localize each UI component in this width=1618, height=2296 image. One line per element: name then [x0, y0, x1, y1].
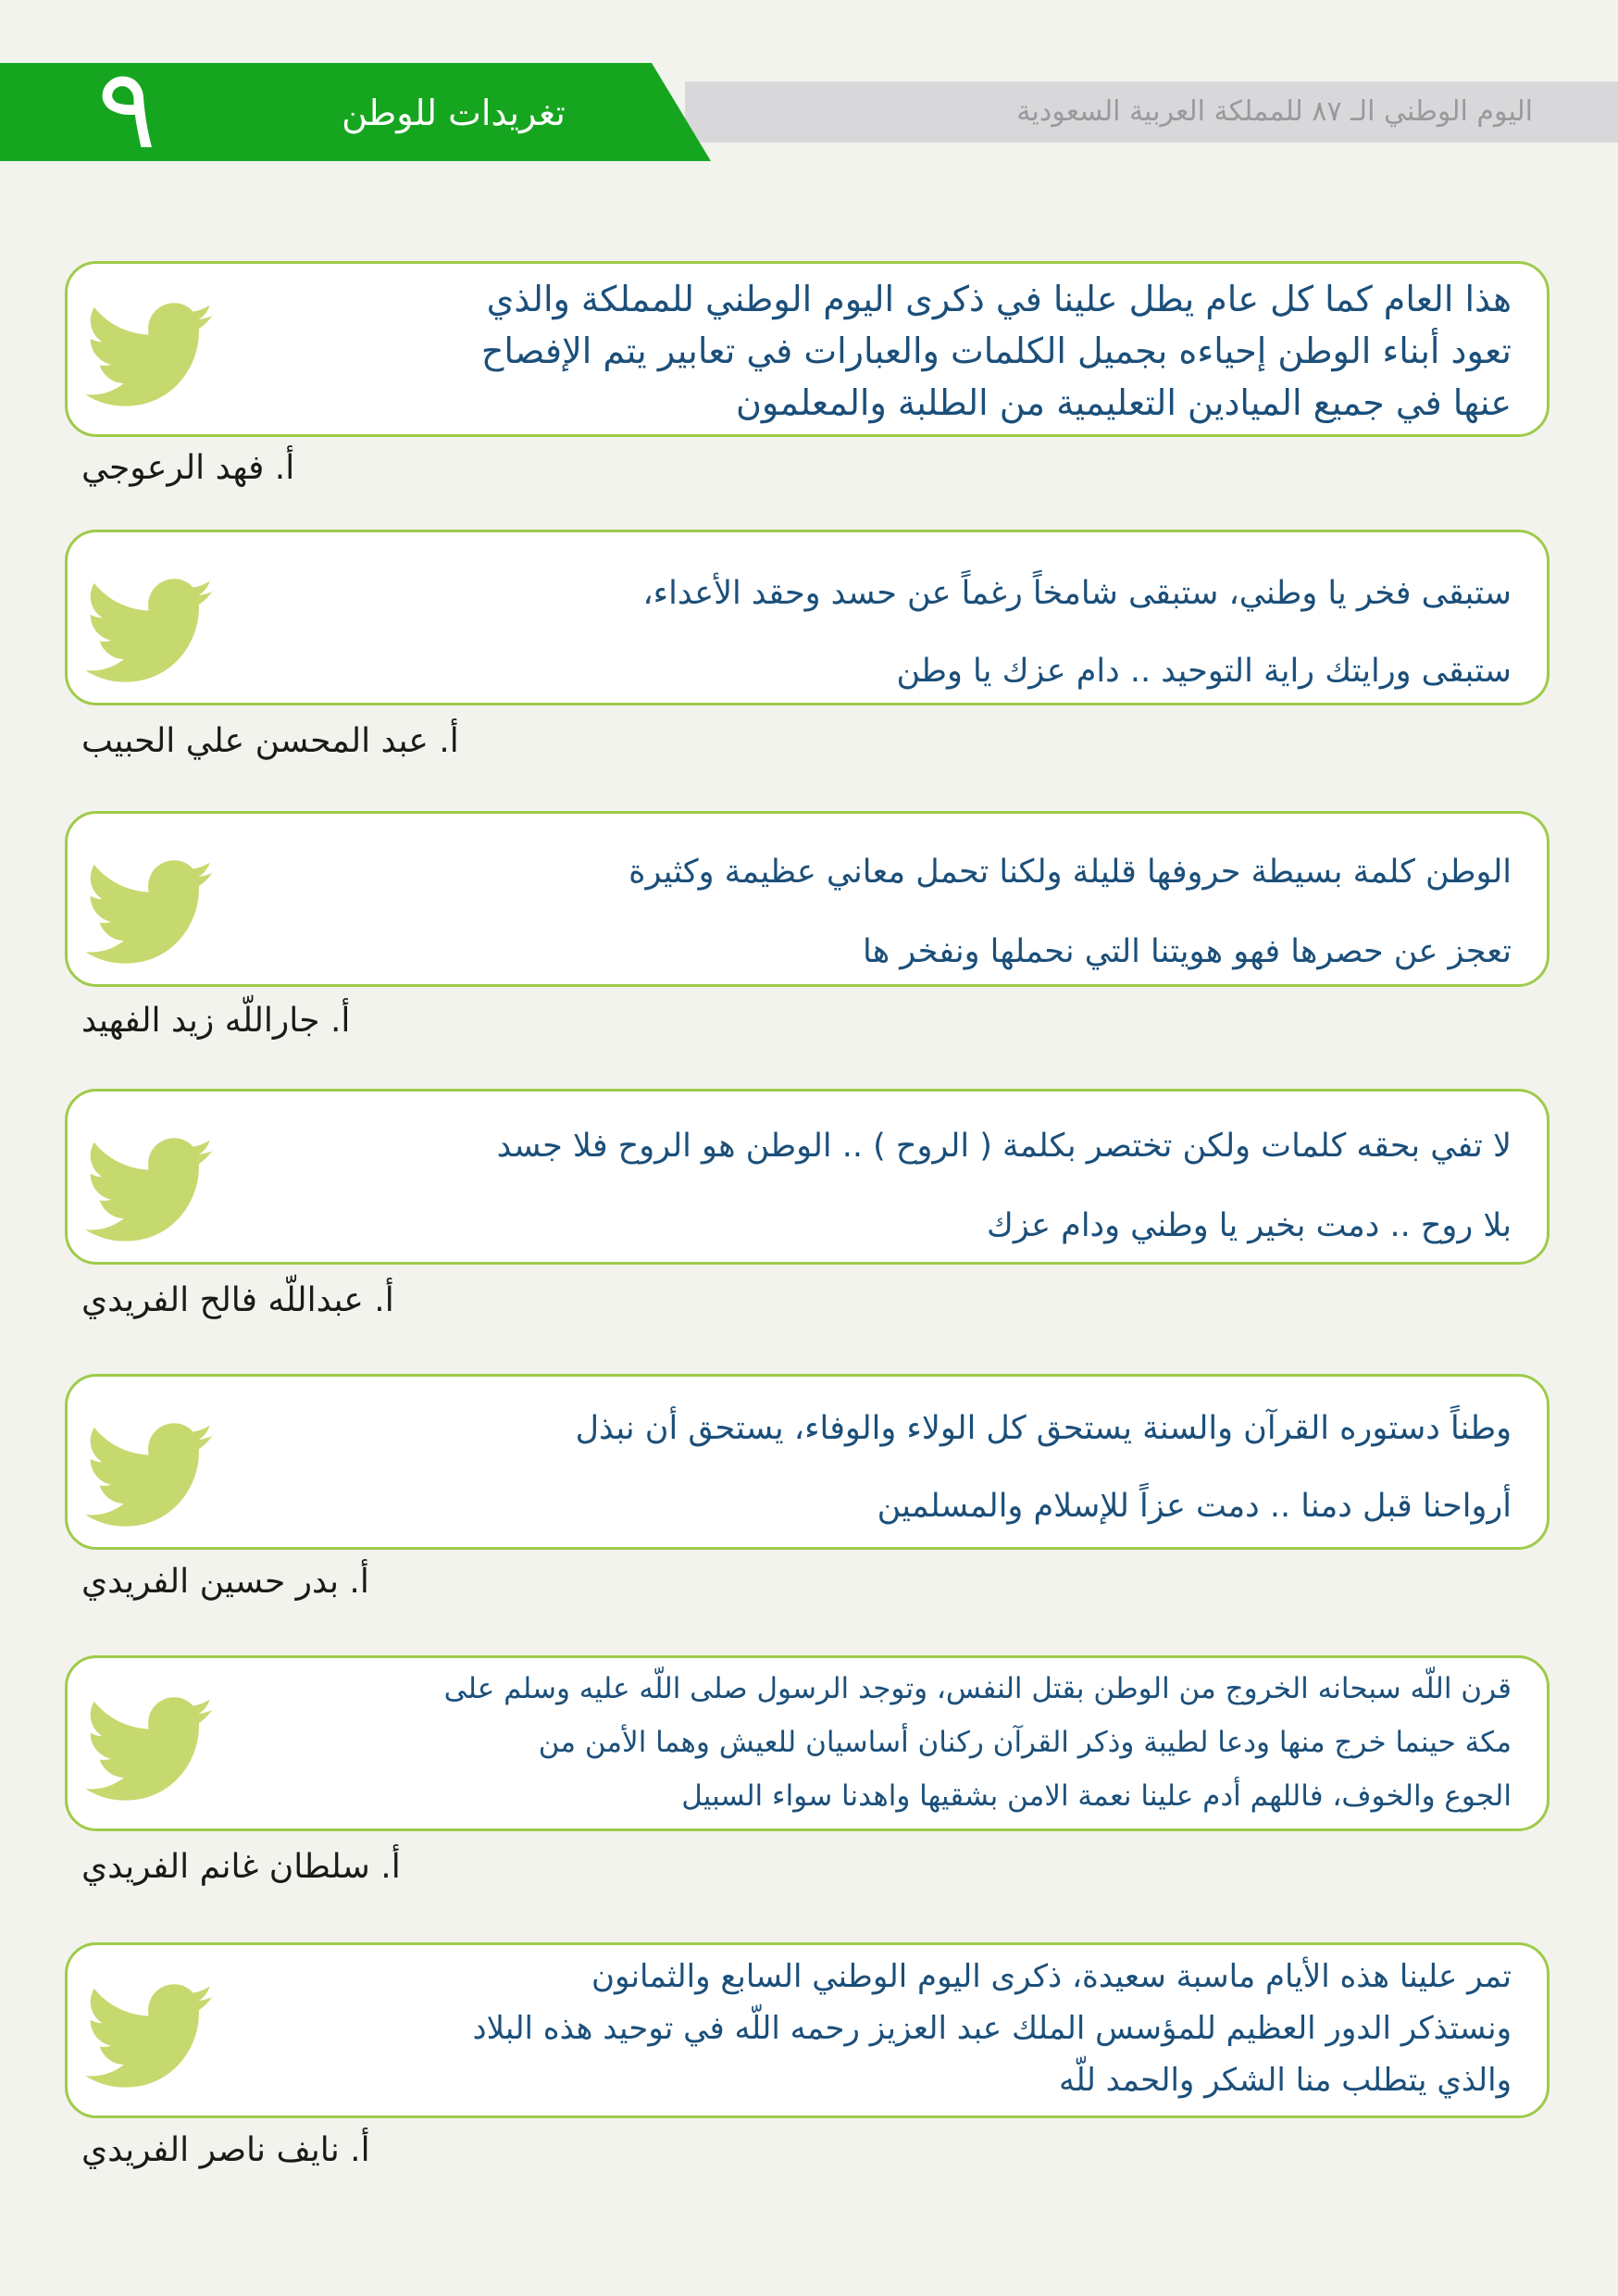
tweet-line: تمر علينا هذه الأيام ماسبة سعيدة، ذكرى اليوم الوطني السابع والثمانون [591, 1958, 1512, 1995]
tweet-card [65, 261, 1550, 437]
tweet-author: أ. نايف ناصر الفريدي [81, 2131, 370, 2169]
twitter-bird-icon [86, 1695, 216, 1806]
publication-title: اليوم الوطني الـ ٨٧ للمملكة العربية السعودية [1016, 95, 1533, 128]
tweet-card [65, 530, 1550, 705]
tweet-author: أ. بدر حسين الفريدي [81, 1563, 369, 1601]
twitter-bird-icon [86, 858, 216, 969]
twitter-bird-icon [86, 577, 216, 688]
tweet-line: والذي يتطلب منا الشكر والحمد للّه [1059, 2062, 1512, 2099]
tweet-card [65, 1374, 1550, 1550]
tweet-line: تعجز عن حصرها فهو هويتنا التي نحملها ونفخر ها [863, 933, 1512, 970]
tweet-line: ستبقى فخر يا وطني، ستبقى شامخاً رغماً عن حسد وحقد الأعداء، [642, 575, 1512, 612]
tweet-line: تعود أبناء الوطن إحياءه بجميل الكلمات والعبارات في تعابير يتم الإفصاح [480, 331, 1512, 371]
page-number: ٩ [96, 45, 157, 174]
twitter-bird-icon [86, 1421, 216, 1532]
twitter-bird-icon [86, 1136, 216, 1247]
twitter-bird-icon [86, 1982, 216, 2093]
tweet-line: أرواحنا قبل دمنا .. دمت عزاً للإسلام والمسلمين [877, 1488, 1512, 1525]
tweet-line: بلا روح .. دمت بخير يا وطني ودام عزك [986, 1207, 1512, 1244]
section-title: تغريدات للوطن [342, 93, 566, 133]
tweet-author: أ. عبداللّه فالح الفريدي [81, 1281, 394, 1319]
twitter-bird-icon [86, 301, 216, 412]
tweet-line: ستبقى ورايتك راية التوحيد .. دام عزك يا وطن [896, 653, 1512, 690]
tweet-card [65, 1942, 1550, 2118]
tweet-author: أ. جاراللّه زيد الفهيد [81, 1002, 351, 1040]
tweet-line: هذا العام كما كل عام يطل علينا في ذكرى اليوم الوطني للمملكة والذي [486, 279, 1512, 319]
tweet-line: وطناً دستوره القرآن والسنة يستحق كل الولاء والوفاء، يستحق أن نبذل [575, 1410, 1512, 1447]
tweet-card [65, 811, 1550, 987]
tweet-card [65, 1655, 1550, 1831]
tweet-line: مكة حينما خرج منها ودعا لطيبة وذكر القرآن ركنان أساسيان للعيش وهما الأمن من [538, 1726, 1512, 1759]
tweet-line: الجوع والخوف، فاللهم أدم علينا نعمة الامن بشقيها واهدنا سواء السبيل [681, 1779, 1512, 1813]
tweet-card [65, 1089, 1550, 1265]
tweet-author: أ. عبد المحسن علي الحبيب [81, 722, 459, 760]
tweet-line: قرن اللّه سبحانه الخروج من الوطن بقتل النفس، وتوجد الرسول صلى اللّه عليه وسلم على [443, 1672, 1512, 1705]
tweet-line: لا تفي بحقه كلمات ولكن تختصر بكلمة ( الروح ) .. الوطن هو الروح فلا جسد [496, 1128, 1512, 1165]
tweet-line: ونستذكر الدور العظيم للمؤسس الملك عبد العزيز رحمه اللّه في توحيد هذه البلاد [472, 2010, 1512, 2047]
tweet-author: أ. سلطان غانم الفريدي [81, 1848, 401, 1886]
tweet-line: عنها في جميع الميادين التعليمية من الطلبة والمعلمون [735, 382, 1512, 423]
tweet-line: الوطن كلمة بسيطة حروفها قليلة ولكنا تحمل معاني عظيمة وكثيرة [629, 854, 1512, 891]
tweet-author: أ. فهد الرعوجي [81, 449, 295, 487]
